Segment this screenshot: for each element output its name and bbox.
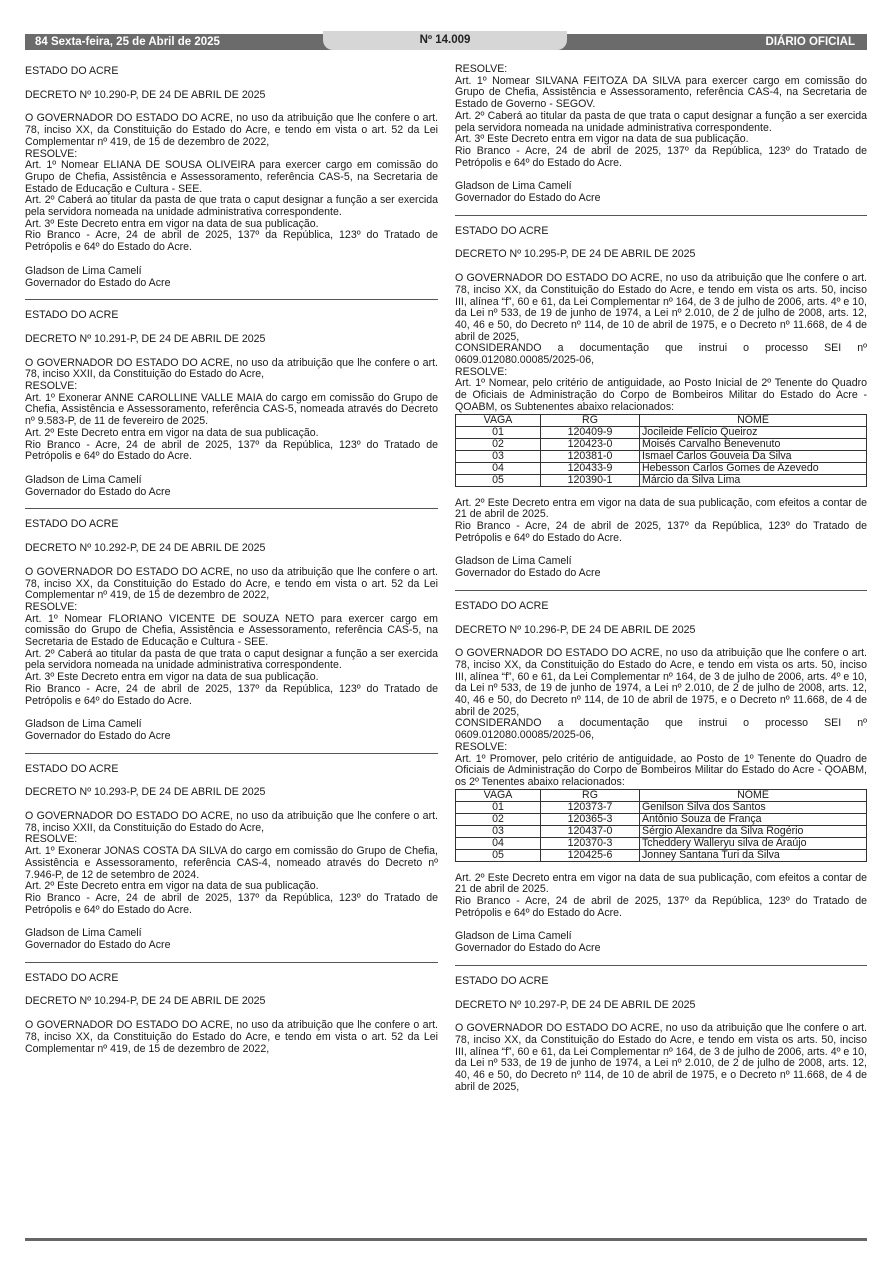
article-1: Art. 1º Exonerar ANNE CAROLLINE VALLE MAIA do cargo em comissão do Grupo de Chefia, Assistência e Assessoramento, referência CAS-5, nomeada através do Decreto nº 9.583-P, de 11 de fevereiro de 2025.: [25, 391, 438, 428]
state-heading: ESTADO DO ACRE: [25, 518, 119, 531]
article-1: Art. 1º Nomear FLORIANO VICENTE DE SOUZA NETO para exercer cargo em comissão do Grupo de Chefia, Assistência e Assessoramento, referência CAS-5, na Secretaria de Estado de Educação e Cultura - SEE.: [25, 612, 438, 649]
article-3: Art. 3º Este Decreto entra em vigor na data de sua publicação.: [455, 133, 749, 146]
table-row: [456, 837, 867, 849]
article-3: Art. 3º Este Decreto entra em vigor na data de sua publicação.: [25, 217, 319, 230]
cell-vaga: 04: [456, 462, 541, 474]
decree-10291: [25, 310, 438, 498]
signer-role: Governador do Estado do Acre: [25, 485, 171, 498]
cell-nome: Antônio Souza de França: [640, 813, 867, 825]
cell-vaga: 04: [456, 837, 541, 849]
cell-vaga: 03: [456, 825, 541, 837]
header-page-date: 84 Sexta-feira, 25 de Abril de 2025: [35, 36, 220, 48]
resolve-label: RESOLVE:: [25, 600, 78, 613]
place-date: Rio Branco - Acre, 24 de abril de 2025, 137º da República, 123º do Tratado de Petrópolis e 64º do Estado do Acre.: [25, 438, 438, 463]
place-date: Rio Branco - Acre, 24 de abril de 2025, 137º da República, 123º do Tratado de Petrópolis e 64º do Estado do Acre.: [25, 891, 438, 916]
signer-role: Governador do Estado do Acre: [455, 567, 601, 580]
cell-nome: Márcio da Silva Lima: [640, 474, 867, 486]
cell-vaga: 05: [456, 474, 541, 486]
table-row: [456, 426, 867, 438]
decree-title: DECRETO Nº 10.295-P, DE 24 DE ABRIL DE 2025: [455, 248, 696, 261]
article-2: Art. 2º Caberá ao titular da pasta de que trata o caput designar a função a ser exercida pela servidora nomeada na unidade administrativa correspondente.: [455, 109, 867, 134]
resolve-label: RESOLVE:: [455, 63, 508, 75]
article-1: Art. 1º Promover, pelo critério de antiguidade, ao Posto de 1º Tenente do Quadro de Oficiais de Administração do Corpo de Bombeiros Militar do Estado do Acre - QOABM, os 2º Tenentes abaixo relacionados:: [455, 752, 867, 788]
article-2: Art. 2º Este Decreto entra em vigor na data de sua publicação.: [25, 426, 319, 439]
considerando: CONSIDERANDO a documentação que instrui o processo SEI nº 0609.012080.00085/2025-06,: [455, 342, 867, 367]
header-issue-number: Nº 14.009: [419, 34, 471, 46]
cell-nome: Genilson Silva dos Santos: [640, 801, 867, 813]
article-2: Art. 2º Este Decreto entra em vigor na data de sua publicação.: [25, 880, 319, 893]
cell-rg: 120370-3: [541, 837, 640, 849]
signer-role: Governador do Estado do Acre: [455, 942, 601, 955]
state-heading: ESTADO DO ACRE: [455, 599, 549, 612]
considerando: CONSIDERANDO a documentação que instrui o processo SEI nº 0609.012080.00085/2025-06,: [455, 717, 867, 742]
cell-nome: Moisés Carvalho Benevenuto: [640, 438, 867, 450]
decree-preamble: O GOVERNADOR DO ESTADO DO ACRE, no uso da atribuição que lhe confere o art. 78, inciso XXII, da Constituição do Estado do Acre,: [25, 810, 438, 834]
cell-rg: 120373-7: [541, 801, 640, 813]
decree-preamble: O GOVERNADOR DO ESTADO DO ACRE, no uso da atribuição que lhe confere o art. 78, inciso XX, da Constituição do Estado do Acre, e tendo em vista os arts. 50, inciso III, alínea “f”, 60 e 61, da Lei Complementar nº 164, de 3 de julho de 2006, arts. 4º e 10, da Lei nº 533, de 19 de junho de 1974, a Lei nº 2.010, de 2 de julho de 2008, arts. 12, 40, 46 e 50, do Decreto nº 114, de 10 de abril de 1975, e o Decreto nº 11.668, de 4 de abril de 2025,: [455, 1022, 867, 1093]
table-row: [456, 450, 867, 462]
article-1: Art. 1º Nomear SILVANA FEITOZA DA SILVA para exercer cargo em comissão do Grupo de Chefia, Assistência e Assessoramento, referência CAS-4, na Secretaria de Estado de Governo - SEGOV.: [455, 74, 867, 111]
cell-nome: Sérgio Alexandre da Silva Rogério: [640, 825, 867, 837]
article-2: Art. 2º Este Decreto entra em vigor na data de sua publicação, com efeitos a contar de 21 de abril de 2025.: [455, 871, 867, 896]
cell-nome: Jocileide Felício Queiroz: [640, 426, 867, 438]
decree-title: DECRETO Nº 10.292-P, DE 24 DE ABRIL DE 2025: [25, 542, 266, 555]
decree-10293: [25, 764, 438, 952]
place-date: Rio Branco - Acre, 24 de abril de 2025, 137º da República, 123º do Tratado de Petrópolis e 64º do Estado do Acre.: [455, 144, 867, 169]
resolve-label: RESOLVE:: [455, 365, 508, 378]
resolve-label: RESOLVE:: [25, 147, 78, 160]
cell-rg: 120437-0: [541, 825, 640, 837]
decree-title: DECRETO Nº 10.294-P, DE 24 DE ABRIL DE 2025: [25, 995, 266, 1008]
cell-rg: 120381-0: [541, 450, 640, 462]
page-footer-rule: [25, 1238, 867, 1241]
signer-role: Governador do Estado do Acre: [25, 276, 171, 289]
article-2: Art. 2º Este Decreto entra em vigor na data de sua publicação, com efeitos a contar de 21 de abril de 2025.: [455, 496, 867, 521]
signer-role: Governador do Estado do Acre: [455, 192, 601, 205]
cell-rg: 120409-9: [541, 426, 640, 438]
promotions-table: [455, 789, 867, 862]
decree-10297: [455, 976, 867, 1094]
table-row: [456, 801, 867, 813]
decree-title: DECRETO Nº 10.290-P, DE 24 DE ABRIL DE 2025: [25, 88, 266, 101]
state-heading: ESTADO DO ACRE: [25, 65, 119, 77]
decree-preamble: O GOVERNADOR DO ESTADO DO ACRE, no uso da atribuição que lhe confere o art. 78, inciso XX, da Constituição do Estado do Acre, e tendo em vista o art. 52 da Lei Complementar nº 419, de 15 de dezembro de 2022,: [25, 1019, 438, 1055]
decree-10296: [455, 601, 867, 955]
cell-nome: Tcheddery Walleryu silva de Araújo: [640, 837, 867, 849]
table-row: [456, 849, 867, 861]
signer-name: Gladson de Lima Camelí: [455, 930, 572, 943]
right-column: [455, 64, 867, 1093]
cell-rg: 120390-1: [541, 474, 640, 486]
decree-10290: [25, 66, 438, 289]
place-date: Rio Branco - Acre, 24 de abril de 2025, 137º da República, 123º do Tratado de Petrópolis e 64º do Estado do Acre.: [25, 229, 438, 254]
state-heading: ESTADO DO ACRE: [455, 974, 549, 987]
col-header-nome: NOME: [640, 414, 867, 426]
cell-vaga: 05: [456, 849, 541, 861]
section-divider: [455, 590, 867, 591]
decree-10294-continued: [455, 64, 867, 205]
signer-name: Gladson de Lima Camelí: [455, 555, 572, 568]
decree-preamble: O GOVERNADOR DO ESTADO DO ACRE, no uso da atribuição que lhe confere o art. 78, inciso XXII, da Constituição do Estado do Acre,: [25, 356, 438, 381]
section-divider: [455, 965, 867, 966]
col-header-rg: RG: [541, 414, 640, 426]
cell-vaga: 02: [456, 438, 541, 450]
table-row: [456, 462, 867, 474]
signer-name: Gladson de Lima Camelí: [25, 264, 142, 277]
decree-preamble: O GOVERNADOR DO ESTADO DO ACRE, no uso da atribuição que lhe confere o art. 78, inciso XX, da Constituição do Estado do Acre, e tendo em vista os arts. 50, inciso III, alínea “f”, 60 e 61, da Lei Complementar nº 164, de 3 de julho de 2006, arts. 4º e 10, da Lei nº 533, de 19 de junho de 1974, a Lei nº 2.010, de 2 de julho de 2008, arts. 12, 40, 46 e 50, do Decreto nº 114, de 10 de abril de 1975, e o Decreto nº 11.668, de 4 de abril de 2025,: [455, 647, 867, 718]
col-header-vaga: VAGA: [456, 414, 541, 426]
decree-preamble: O GOVERNADOR DO ESTADO DO ACRE, no uso da atribuição que lhe confere o art. 78, inciso XX, da Constituição do Estado do Acre, e tendo em vista o art. 52 da Lei Complementar nº 419, de 15 de dezembro de 2022,: [25, 112, 438, 148]
place-date: Rio Branco - Acre, 24 de abril de 2025, 137º da República, 123º do Tratado de Petrópolis e 64º do Estado do Acre.: [25, 682, 438, 707]
signer-name: Gladson de Lima Camelí: [25, 718, 142, 731]
section-divider: [25, 508, 438, 509]
table-header-row: [456, 789, 867, 801]
signer-name: Gladson de Lima Camelí: [455, 180, 572, 193]
col-header-nome: NOME: [640, 789, 867, 801]
decree-preamble: O GOVERNADOR DO ESTADO DO ACRE, no uso da atribuição que lhe confere o art. 78, inciso XX, da Constituição do Estado do Acre, e tendo em vista os arts. 50, inciso III, alínea “f”, 60 e 61, da Lei Complementar nº 164, de 3 de julho de 2006, arts. 4º e 10, da Lei nº 533, de 19 de junho de 1974, a Lei nº 2.010, de 2 de julho de 2008, arts. 12, 40, 46 e 50, do Decreto nº 114, de 10 de abril de 1975, e o Decreto nº 11.668, de 4 de abril de 2025,: [455, 272, 867, 343]
section-divider: [25, 299, 438, 300]
cell-rg: 120433-9: [541, 462, 640, 474]
place-date: Rio Branco - Acre, 24 de abril de 2025, 137º da República, 123º do Tratado de Petrópolis e 64º do Estado do Acre.: [455, 895, 867, 919]
col-header-vaga: VAGA: [456, 789, 541, 801]
article-1: Art. 1º Exonerar JONAS COSTA DA SILVA do cargo em comissão do Grupo de Chefia, Assistência e Assessoramento, referência CAS-4, nomeado através do Decreto nº 7.946-P, de 12 de setembro de 2024.: [25, 845, 438, 881]
table-row: [456, 438, 867, 450]
decree-preamble: O GOVERNADOR DO ESTADO DO ACRE, no uso da atribuição que lhe confere o art. 78, inciso XX, da Constituição do Estado do Acre, e tendo em vista o art. 52 da Lei Complementar nº 419, de 15 de dezembro de 2022,: [25, 565, 438, 602]
table-row: [456, 474, 867, 486]
cell-vaga: 02: [456, 813, 541, 825]
article-2: Art. 2º Caberá ao titular da pasta de que trata o caput designar a função a ser exercida pela servidora nomeada na unidade administrativa correspondente.: [25, 647, 438, 672]
col-header-rg: RG: [541, 789, 640, 801]
state-heading: ESTADO DO ACRE: [25, 762, 119, 775]
cell-nome: Ismael Carlos Gouveia Da Silva: [640, 450, 867, 462]
decree-title: DECRETO Nº 10.293-P, DE 24 DE ABRIL DE 2025: [25, 786, 266, 799]
decree-title: DECRETO Nº 10.291-P, DE 24 DE ABRIL DE 2025: [25, 332, 266, 345]
state-heading: ESTADO DO ACRE: [25, 971, 119, 984]
resolve-label: RESOLVE:: [25, 380, 78, 393]
decree-10294: [25, 973, 438, 1056]
resolve-label: RESOLVE:: [25, 833, 78, 846]
cell-nome: Jonney Santana Turi da Silva: [640, 849, 867, 861]
page-header: [25, 31, 867, 51]
cell-rg: 120423-0: [541, 438, 640, 450]
cell-rg: 120365-3: [541, 813, 640, 825]
signer-name: Gladson de Lima Camelí: [25, 473, 142, 486]
section-divider: [25, 962, 438, 963]
section-divider: [455, 215, 867, 216]
decree-10295: [455, 226, 867, 580]
table-header-row: [456, 414, 867, 426]
left-column: [25, 66, 438, 1055]
state-heading: ESTADO DO ACRE: [455, 224, 549, 237]
signer-role: Governador do Estado do Acre: [25, 939, 171, 952]
article-1: Art. 1º Nomear ELIANA DE SOUSA OLIVEIRA para exercer cargo em comissão do Grupo de Chefia, Assistência e Assessoramento, referência CAS-5, na Secretaria de Estado de Educação e Cultura - SEE.: [25, 159, 438, 195]
resolve-label: RESOLVE:: [455, 740, 508, 753]
decree-10292: [25, 519, 438, 742]
signer-role: Governador do Estado do Acre: [25, 729, 171, 742]
article-1: Art. 1º Nomear, pelo critério de antiguidade, ao Posto Inicial de 2º Tenente do Quadro de Oficiais de Administração do Corpo de Bombeiros Militar do Estado do Acre - QOABM, os Subtenentes abaixo relacionados:: [455, 377, 867, 413]
article-3: Art. 3º Este Decreto entra em vigor na data de sua publicação.: [25, 671, 319, 684]
appointments-table: [455, 414, 867, 487]
decree-title: DECRETO Nº 10.296-P, DE 24 DE ABRIL DE 2025: [455, 623, 696, 636]
table-row: [456, 825, 867, 837]
section-divider: [25, 753, 438, 754]
cell-vaga: 01: [456, 801, 541, 813]
place-date: Rio Branco - Acre, 24 de abril de 2025, 137º da República, 123º do Tratado de Petrópolis e 64º do Estado do Acre.: [455, 519, 867, 544]
cell-nome: Hebesson Carlos Gomes de Azevedo: [640, 462, 867, 474]
cell-rg: 120425-6: [541, 849, 640, 861]
article-2: Art. 2º Caberá ao titular da pasta de que trata o caput designar a função a ser exercida pela servidora nomeada na unidade administrativa correspondente.: [25, 194, 438, 219]
cell-vaga: 01: [456, 426, 541, 438]
decree-title: DECRETO Nº 10.297-P, DE 24 DE ABRIL DE 2025: [455, 998, 696, 1011]
header-publication-title: DIÁRIO OFICIAL: [765, 36, 855, 48]
cell-vaga: 03: [456, 450, 541, 462]
signer-name: Gladson de Lima Camelí: [25, 927, 142, 940]
table-row: [456, 813, 867, 825]
state-heading: ESTADO DO ACRE: [25, 309, 119, 322]
